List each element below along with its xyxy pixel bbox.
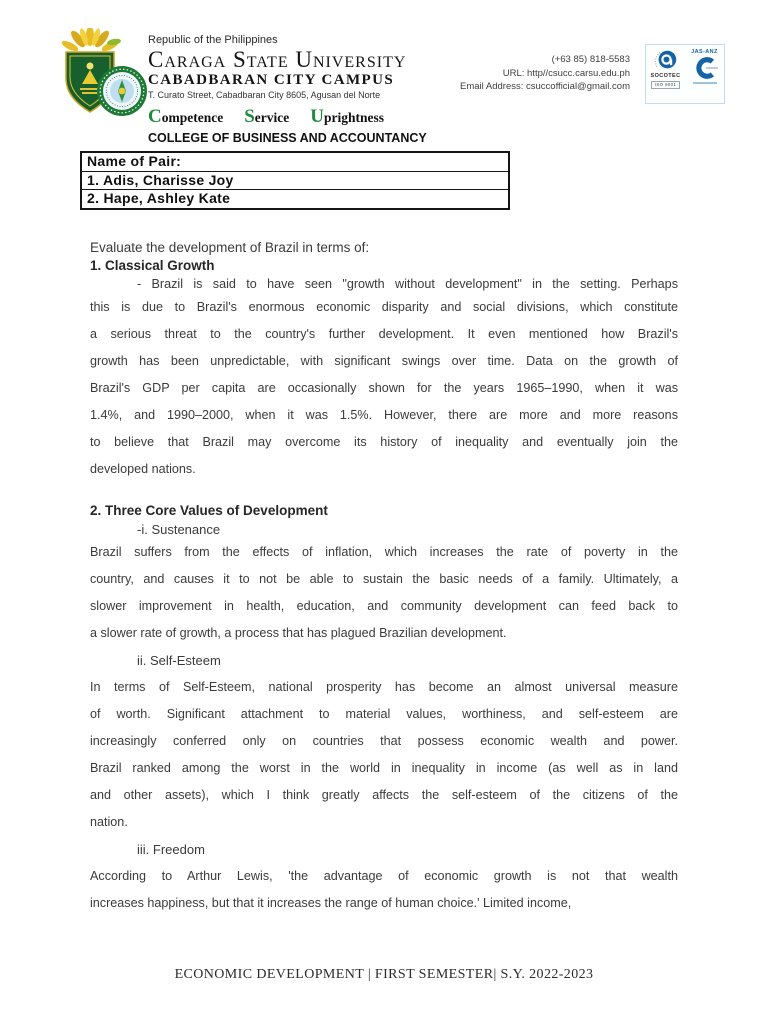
motto-word: Competence: [148, 106, 224, 127]
republic-line: Republic of the Philippines: [148, 34, 278, 46]
paragraph-line: country, and causes it to not be able to sustain the basic needs of a family. Ultimately, a: [90, 572, 678, 586]
jasanz-icon: [691, 56, 719, 80]
paragraph-line: this is due to Brazil's enormous economic disparity and social divisions, which constitute: [90, 300, 678, 314]
section-heading-core-values: 2. Three Core Values of Development: [90, 503, 328, 518]
university-seal: [97, 66, 147, 116]
campus-name: CABADBARAN CITY CAMPUS: [148, 72, 395, 88]
motto-word: Uprightness: [310, 106, 385, 127]
campus-address: T. Curato Street, Cabadbaran City 8605, Agusan del Norte: [148, 90, 381, 100]
document-body: [90, 239, 678, 917]
motto: [148, 106, 427, 126]
paragraph-line: growth has been unpredictable, with significant swings over time. Data on the growth of: [90, 354, 678, 368]
email-address: Email Address: csuccofficial@gmail.com: [460, 81, 630, 92]
jasanz-label: JAS-ANZ: [691, 49, 718, 55]
pair-table-title: Name of Pair:: [87, 153, 182, 169]
paragraph-line: increasingly conferred only on countries that possess economic wealth and power.: [90, 734, 678, 748]
pair-member-1: 1. Adis, Charisse Joy: [82, 171, 508, 190]
website-url: URL: http//csucc.carsu.edu.ph: [502, 67, 630, 79]
iso-label: ISO 9001: [651, 81, 680, 89]
section-heading-classical-growth: 1. Classical Growth: [90, 258, 215, 273]
paragraph-line: and other assets), which I think greatly affects the self-esteem of the citizens of the: [90, 788, 678, 802]
paragraph-line: Brazil's GDP per capita are occasionally shown for the years 1965–1990, when it was: [90, 381, 678, 395]
paragraph-line: nation.: [90, 815, 128, 829]
subsection-label-freedom: iii. Freedom: [137, 842, 205, 857]
paragraph-line: developed nations.: [90, 462, 196, 476]
university-name: Caraga State University: [148, 47, 407, 72]
paragraph-self-esteem: [90, 674, 678, 836]
socotec-label: SOCOTEC: [650, 73, 681, 79]
subsection-label-sustenance: -i. Sustenance: [137, 522, 221, 537]
subsection-label-self-esteem: ii. Self-Esteem: [137, 653, 221, 668]
paragraph-line: According to Arthur Lewis, 'the advantage of economic growth is not that wealth: [90, 869, 678, 883]
college-name: COLLEGE OF BUSINESS AND ACCOUNTANCY: [148, 131, 427, 145]
socotec-mark: [648, 47, 684, 101]
pair-member-2: 2. Hape, Ashley Kate: [82, 189, 508, 208]
paragraph-line: Brazil ranked among the worst in the world in inequality in income (as well as in land: [90, 761, 678, 775]
pair-table: [80, 151, 510, 210]
paragraph-line: - Brazil is said to have seen "growth without development" in the setting. Perhaps: [137, 277, 678, 291]
sunburst-icon: [60, 28, 121, 53]
phone-number: (+63 85) 818-5583: [551, 54, 630, 65]
paragraph-line: a serious threat to the country's further development. It even mentioned how Brazil's: [90, 327, 678, 341]
paragraph-line: slower improvement in health, education, and community development can feed back to: [90, 599, 678, 613]
paragraph-line: 1.4%, and 1990–2000, when it was 1.5%. However, there are more and more reasons: [90, 408, 678, 422]
socotec-icon: [652, 47, 680, 73]
jasanz-mark: [687, 47, 723, 101]
university-logo: [52, 28, 150, 120]
paragraph-line: In terms of Self-Esteem, national prosperity has become an almost universal measure: [90, 680, 678, 694]
paragraph-line: a slower rate of growth, a process that has plagued Brazilian development.: [90, 626, 507, 640]
certification-marks: [645, 44, 725, 104]
jasanz-caption-line: [693, 82, 717, 84]
paragraph-line: of worth. Significant attachment to material values, worthiness, and self-esteem are: [90, 707, 678, 721]
question-prompt: Evaluate the development of Brazil in terms of:: [90, 240, 370, 255]
paragraph-freedom: [90, 863, 678, 917]
paragraph-sustenance: [90, 539, 678, 647]
page-footer: ECONOMIC DEVELOPMENT | FIRST SEMESTER| S.Y. 2022-2023: [174, 967, 594, 982]
paragraph-line: Brazil suffers from the effects of inflation, which increases the rate of poverty in the: [90, 545, 678, 559]
paragraph-line: to believe that Brazil may overcome its history of inequality and eventually join the: [90, 435, 678, 449]
motto-word: Service: [244, 106, 290, 127]
paragraph-line: increases happiness, but that it increases the range of human choice.' Limited income,: [90, 896, 572, 910]
paragraph-classical-growth: [90, 275, 678, 483]
contact-info: [460, 53, 630, 94]
